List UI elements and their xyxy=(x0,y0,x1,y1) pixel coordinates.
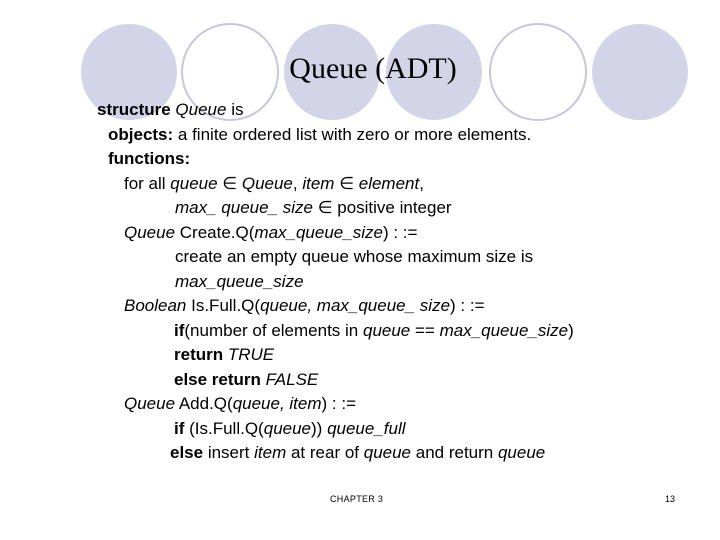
text-line xyxy=(175,270,304,295)
text-segment: else xyxy=(170,443,204,462)
text-segment: queue_full xyxy=(327,418,406,438)
text-segment: max_queue_size xyxy=(175,271,304,291)
footer-chapter: CHAPTER 3 xyxy=(330,494,384,504)
text-segment: insert xyxy=(203,443,255,462)
text-segment: Boolean xyxy=(124,296,187,315)
text-segment: TRUE xyxy=(227,345,275,364)
page-number: 13 xyxy=(665,494,676,504)
text-line xyxy=(124,172,424,197)
text-segment: else return xyxy=(174,369,266,389)
text-line xyxy=(175,245,533,270)
text-segment: ) xyxy=(568,320,574,340)
text-segment: Is.Full.Q( xyxy=(186,296,261,315)
text-line xyxy=(174,343,274,368)
text-segment: == xyxy=(410,320,440,340)
text-line xyxy=(174,417,406,442)
slide-title: Queue (ADT) xyxy=(289,52,457,85)
text-segment: queue xyxy=(170,173,218,193)
text-segment: ) : := xyxy=(382,222,418,242)
text-line xyxy=(124,294,485,319)
text-segment: queue xyxy=(363,443,412,462)
text-segment: Queue xyxy=(124,222,176,242)
text-segment: (Is.Full.Q( xyxy=(184,418,264,438)
text-segment: , xyxy=(292,173,303,193)
text-segment: queue, item xyxy=(232,394,322,413)
text-segment: Create.Q( xyxy=(175,222,255,242)
text-segment: (number of elements in xyxy=(184,320,363,340)
text-segment: ∈ xyxy=(334,173,359,193)
text-segment: for all xyxy=(124,173,171,193)
text-line xyxy=(175,196,452,221)
text-segment: and return xyxy=(411,443,498,462)
text-line xyxy=(174,368,318,393)
text-segment: is xyxy=(226,100,244,119)
text-segment: max_ queue_ size xyxy=(175,198,313,217)
text-segment: structure xyxy=(97,100,176,119)
text-segment: ) : := xyxy=(321,394,357,413)
text-segment: FALSE xyxy=(265,369,319,389)
text-line xyxy=(124,392,356,417)
text-segment: , xyxy=(419,173,424,193)
text-segment: max_queue_size xyxy=(439,320,569,340)
text-segment: element xyxy=(358,173,420,193)
text-segment: a finite ordered list with zero or more elements. xyxy=(173,124,532,144)
text-segment: Queue xyxy=(175,100,227,119)
text-line xyxy=(108,147,190,172)
text-segment: objects: xyxy=(108,124,174,144)
text-segment: ) : := xyxy=(450,296,485,315)
text-line xyxy=(97,98,243,123)
text-segment: Add.Q( xyxy=(175,394,233,413)
text-segment: ∈ positive integer xyxy=(312,198,452,217)
text-segment: if xyxy=(174,320,185,340)
text-segment: return xyxy=(174,345,228,364)
text-segment: item xyxy=(254,443,287,462)
text-segment: Queue xyxy=(241,173,293,193)
text-segment: )) xyxy=(311,418,328,438)
text-segment: queue xyxy=(263,418,312,438)
text-segment: queue xyxy=(362,320,411,340)
text-segment: if xyxy=(174,418,185,438)
text-line xyxy=(108,123,531,148)
text-segment: item xyxy=(302,173,335,193)
text-segment: create an empty queue whose maximum size is xyxy=(175,247,534,266)
text-segment: functions: xyxy=(108,149,191,168)
text-segment: queue, max_queue_ size xyxy=(260,296,451,315)
text-segment: at rear of xyxy=(286,443,364,462)
text-line xyxy=(170,441,545,466)
text-line xyxy=(174,319,574,344)
text-segment: Queue xyxy=(124,394,176,413)
text-segment: max_queue_size xyxy=(254,222,383,242)
text-segment: queue xyxy=(497,443,546,462)
text-line xyxy=(124,221,417,246)
text-segment: ∈ xyxy=(217,173,242,193)
